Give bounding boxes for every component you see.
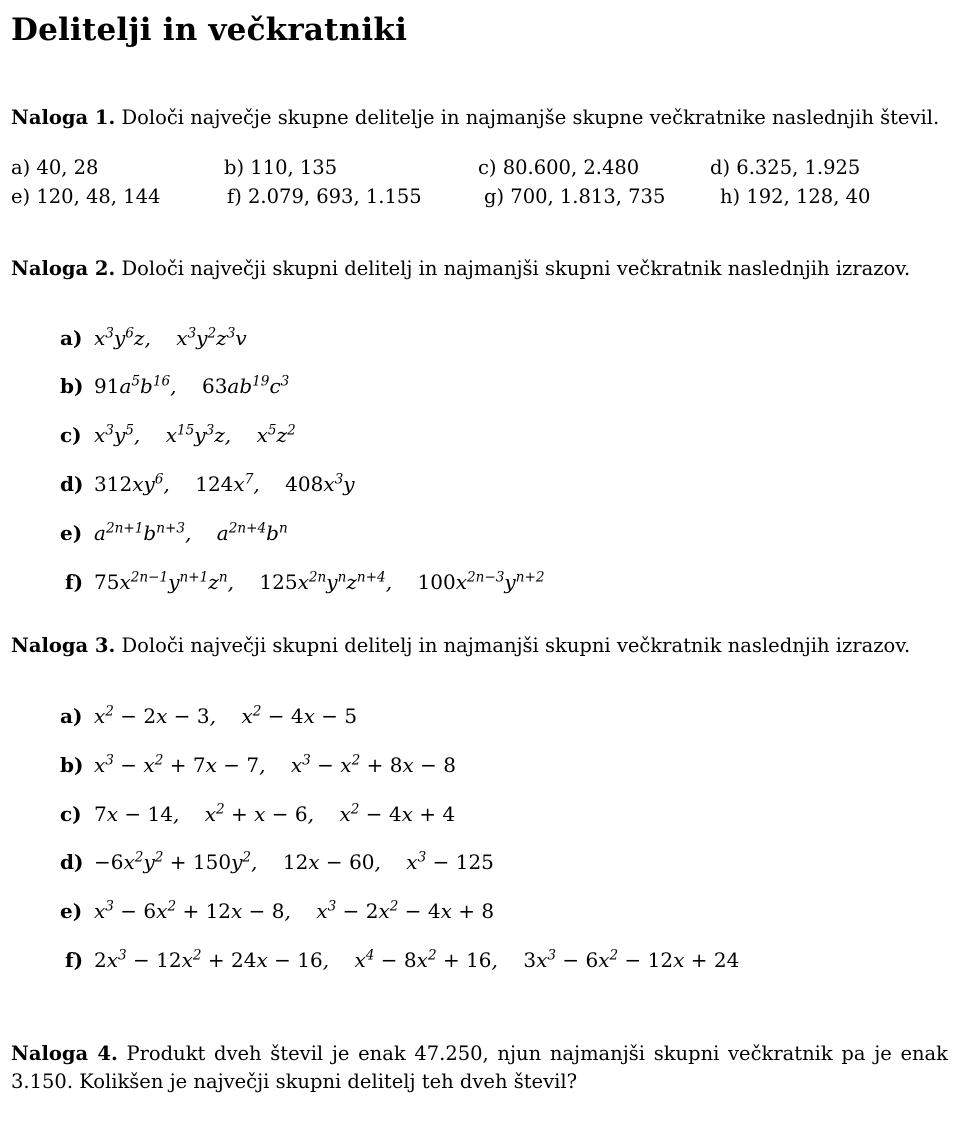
task3-item-expression: $-6x^2y^2 + 150y^2$, 12x − 60, $x^3 - 125$ [94,849,494,874]
task3-item-letter: f) [65,948,84,972]
task1-item-d: d) 6.325, 1.925 [710,156,861,179]
task3-text: Določi največji skupni delitelj in najmanjši skupni večkratnik naslednjih izrazov. [121,634,911,657]
task3-item-expression: $x^3 - 6x^2 + 12x - 8$, $x^3 - 2x^2 - 4x + 8$ [94,898,495,923]
task2-item-expression: $75x^{2n-1}y^{n+1}z^n$, $125x^{2n}y^nz^{n+4}$, $100x^{2n-3}y^{n+2}$ [94,569,545,594]
task4-text: Produkt dveh števil je enak 47.250, njun najmanjši skupni večkratnik pa je enak 3.150. Kolikšen je največji skupni delitelj teh dveh števil? [11,1042,949,1093]
task2-item-letter: c) [60,423,82,447]
task3-item-c [60,802,455,826]
task2-label: Naloga 2. [11,257,116,280]
task2-text: Določi največji skupni delitelj in najmanjši skupni večkratnik naslednjih izrazov. [121,257,911,280]
task1-item-f: f) 2.079, 693, 1.155 [227,185,422,208]
task3-item-letter: e) [60,899,83,923]
task2-item-f [60,570,545,594]
task2-item-letter: f) [65,570,84,594]
task2-item-d [60,472,355,496]
task1-item-a: a) 40, 28 [11,156,99,179]
task2-item-letter: d) [60,472,84,496]
task2-item-expression: $91a^5b^{16}$, $63ab^{19}c^3$ [94,373,290,398]
task1-item-g: g) 700, 1.813, 735 [484,185,666,208]
task1-item-e: e) 120, 48, 144 [11,185,161,208]
task4-label: Naloga 4. [11,1042,118,1065]
task3-statement [11,632,948,660]
task3-item-d [60,850,494,874]
task3-item-expression: $x^3 - x^2 + 7x - 7$, $x^3 - x^2 + 8x - 8$ [94,752,456,777]
task2-item-b [60,374,289,398]
task3-item-a [60,704,357,728]
task3-item-e [60,899,494,923]
task3-item-expression: $x^2 - 2x - 3$, $x^2 - 4x - 5$ [94,703,358,728]
task2-item-expression: $x^3y^5$, $x^{15}y^3z$, $x^5z^2$ [94,422,296,447]
document-title: Delitelji in večkratniki [11,12,408,48]
task2-item-a [60,326,247,350]
task1-item-h: h) 192, 128, 40 [720,185,871,208]
task1-statement [11,104,948,132]
task1-item-b: b) 110, 135 [224,156,338,179]
task3-item-b [60,753,456,777]
task2-item-expression: $x^3y^6z$, $x^3y^2z^3v$ [94,325,247,350]
task1-item-c: c) 80.600, 2.480 [478,156,640,179]
task1-label: Naloga 1. [11,106,116,129]
task3-item-letter: c) [60,802,82,826]
task1-row-1 [11,156,948,184]
task3-item-letter: a) [60,704,83,728]
task3-item-f [60,948,739,972]
task3-item-expression: 7x − 14, $x^2 + x - 6$, $x^2 - 4x + 4$ [94,801,456,826]
task2-item-expression: $a^{2n+1}b^{n+3}$, $a^{2n+4}b^n$ [94,520,288,545]
task2-item-c [60,423,296,447]
task1-text: Določi največje skupne delitelje in najmanjše skupne večkratnike naslednjih števil. [121,106,940,129]
task3-item-expression: $2x^3 - 12x^2 + 24x - 16$, $x^4 - 8x^2 + 16$, $3x^3 - 6x^2 - 12x + 24$ [94,947,740,972]
task4-statement [11,1040,948,1096]
task3-item-letter: d) [60,850,84,874]
task1-row-2 [11,185,948,213]
task2-item-e [60,521,288,545]
task2-item-letter: e) [60,521,83,545]
task2-statement [11,255,948,283]
task2-item-expression: $312xy^6$, $124x^7$, $408x^3y$ [94,471,355,496]
task3-item-letter: b) [60,753,84,777]
task3-label: Naloga 3. [11,634,116,657]
task2-item-letter: a) [60,326,83,350]
task2-item-letter: b) [60,374,84,398]
